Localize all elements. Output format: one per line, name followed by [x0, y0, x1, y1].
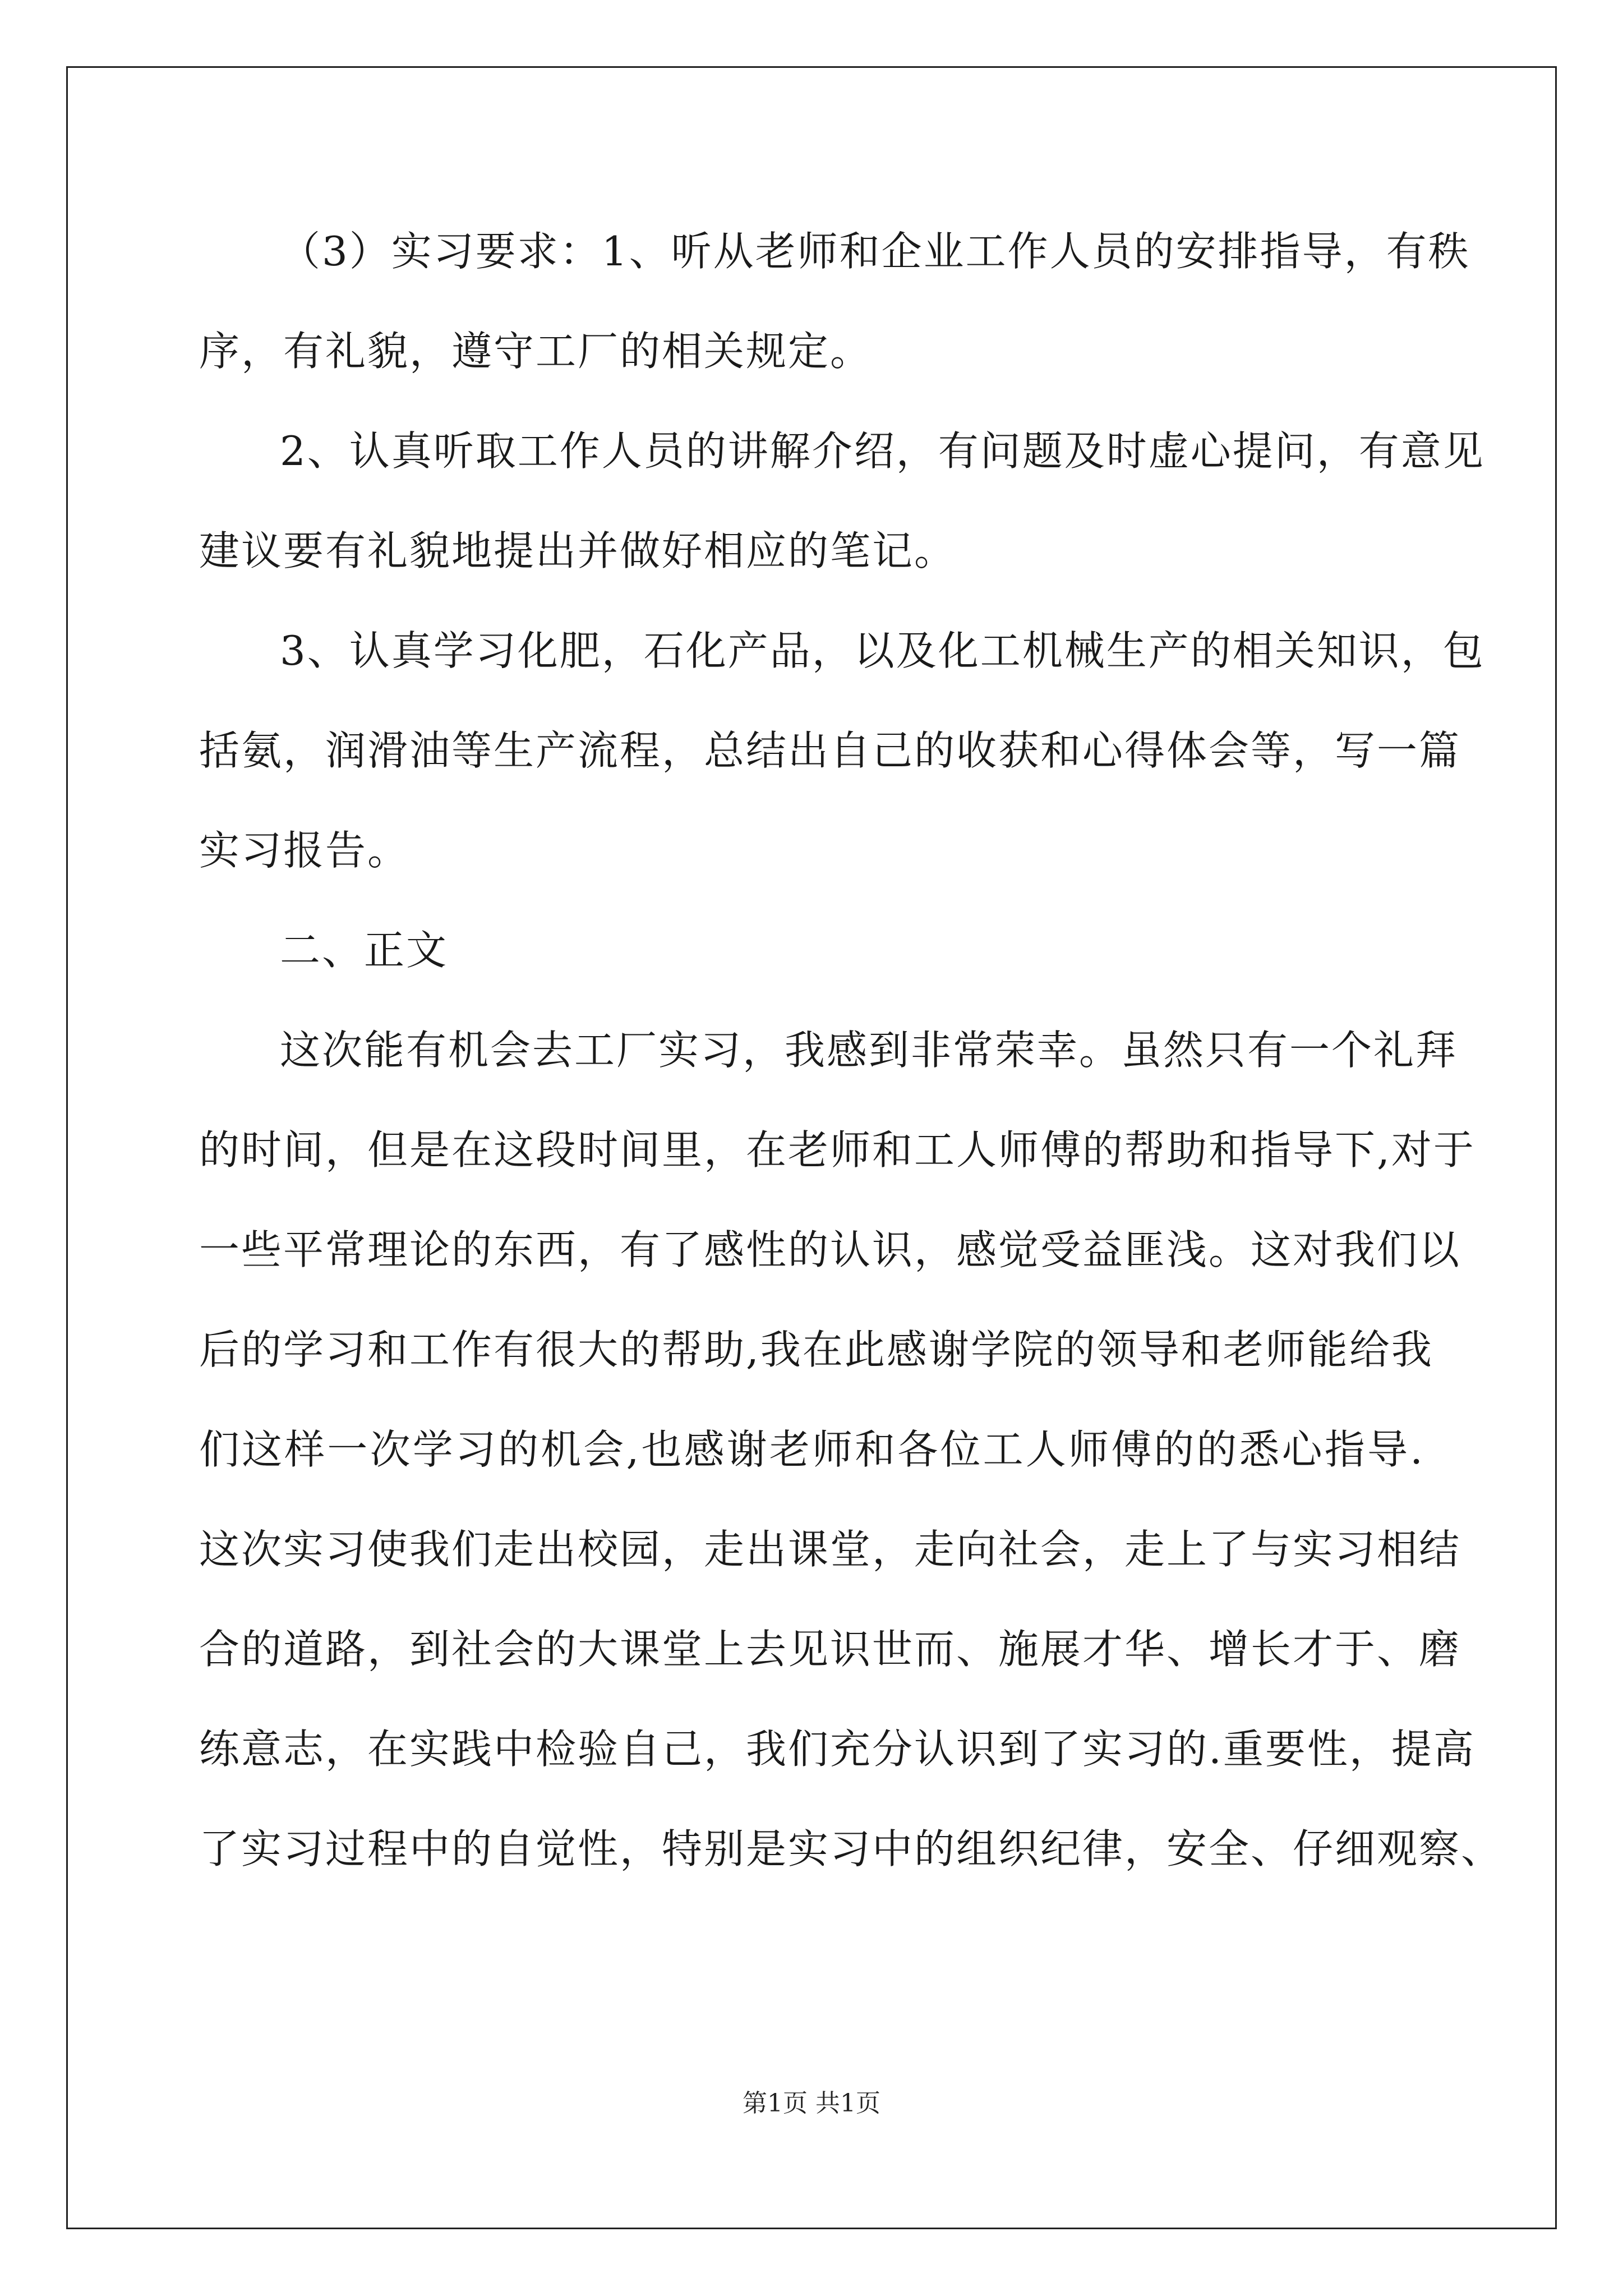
page-number: 第1页 共1页 [743, 2089, 880, 2118]
text-line: 的时间，但是在这段时间里，在老师和工人师傅的帮助和指导下,对于 [199, 1126, 1476, 1174]
text-line: 括氨，润滑油等生产流程，总结出自己的收获和心得体会等，写一篇 [199, 727, 1461, 774]
text-line: 练意志，在实践中检验自己，我们充分认识到了实习的.重要性，提高 [199, 1726, 1476, 1773]
section-heading: 二、正文 [280, 927, 449, 974]
page-footer [0, 2087, 1623, 2120]
text-line: 这次能有机会去工厂实习，我感到非常荣幸。虽然只有一个礼拜 [280, 1027, 1458, 1074]
text-line: 一些平常理论的东西，有了感性的认识，感觉受益匪浅。这对我们以 [199, 1226, 1461, 1273]
text-line: 了实习过程中的自觉性，特别是实习中的组织纪律，安全、仔细观察、 [199, 1825, 1504, 1872]
text-line: 合的道路，到社会的大课堂上去见识世而、施展才华、增长才于、磨 [199, 1626, 1461, 1673]
text-line: 建议要有礼貌地提出并做好相应的笔记。 [199, 527, 957, 574]
text-line: 2、认真听取工作人员的讲解介绍，有问题及时虚心提问，有意见 [280, 427, 1485, 475]
text-line: 序，有礼貌，遵守工厂的相关规定。 [199, 328, 873, 375]
text-line: 后的学习和工作有很大的帮助,我在此感谢学院的领导和老师能给我 [199, 1326, 1433, 1373]
text-line: 实习报告。 [199, 827, 410, 874]
text-line: 3、认真学习化肥，石化产品，以及化工机械生产的相关知识，包 [280, 627, 1485, 674]
text-line: （3）实习要求：1、听从老师和企业工作人员的安排指导，有秩 [280, 228, 1470, 275]
text-line: 们这样一次学习的机会,也感谢老师和各位工人师傅的的悉心指导. [199, 1426, 1424, 1473]
text-line: 这次实习使我们走出校园，走出课堂，走向社会，走上了与实习相结 [199, 1526, 1461, 1573]
